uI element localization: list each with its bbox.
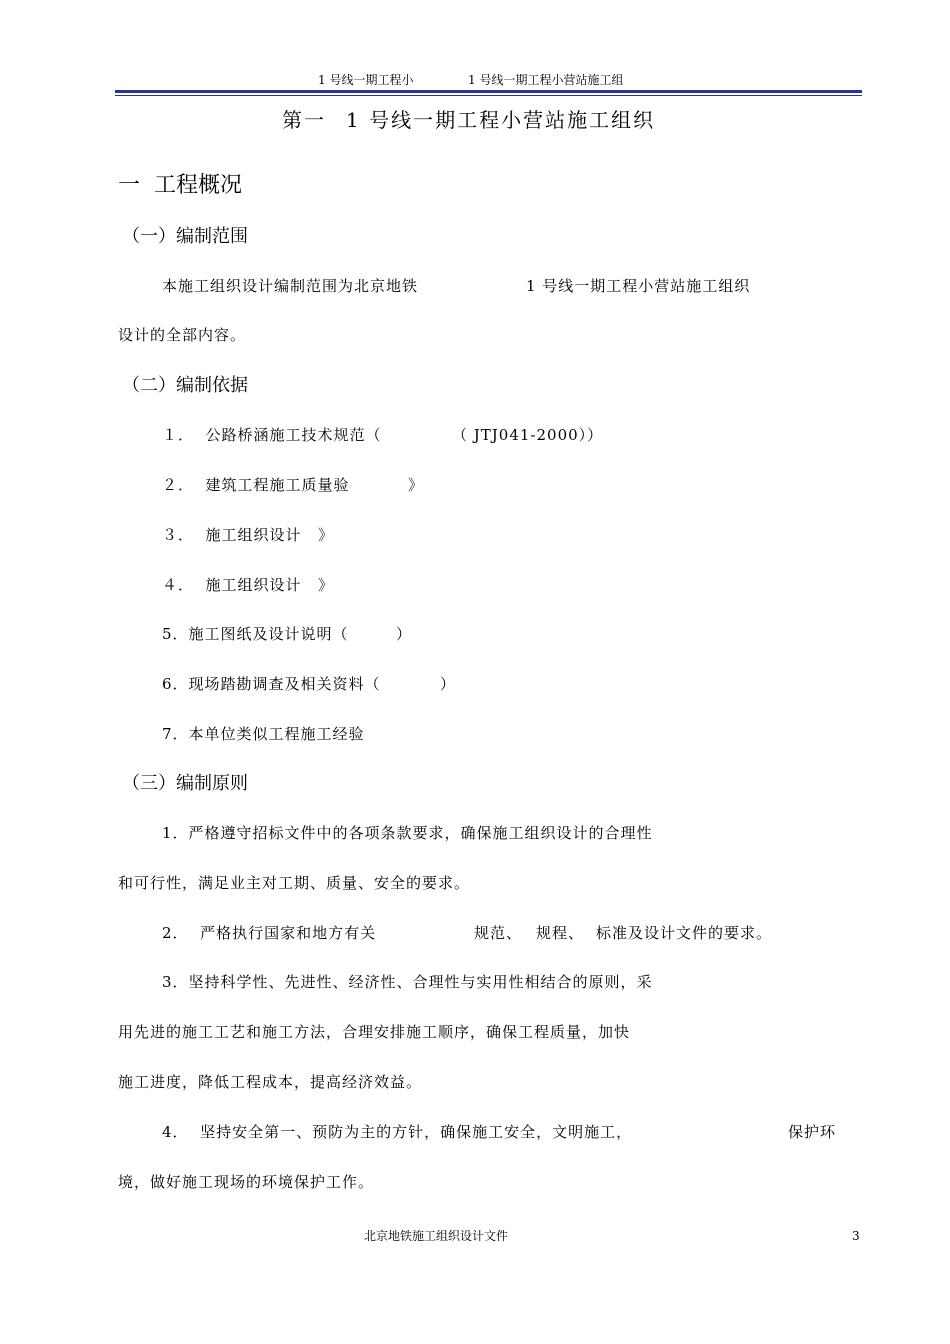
principle-2-part3: 规程、 <box>536 924 585 942</box>
principle-2-part1: 2． 严格执行国家和地方有关 <box>162 924 377 942</box>
principle-3-line3: 施工进度，降低工程成本，提高经济效益。 <box>118 1073 423 1091</box>
scope-text-part1: 本施工组织设计编制范围为北京地铁 <box>162 277 419 295</box>
principle-1-line2: 和可行性，满足业主对工期、质量、安全的要求。 <box>118 874 471 892</box>
running-header-left: 1 号线一期工程小 <box>318 73 422 87</box>
basis-item-3-end: 》 <box>318 526 335 544</box>
page-number: 3 <box>852 1229 860 1243</box>
subsection-heading-scope: （一）编制范围 <box>122 226 248 247</box>
page-title: 1 号线一期工程小营站施工组织 <box>346 108 656 132</box>
principle-4-part1: 4． 坚持安全第一、预防为主的方针，确保施工安全，文明施工， <box>162 1123 633 1141</box>
basis-item-1: １． 公路桥涵施工技术规范（ <box>162 426 382 444</box>
principle-3-line2: 用先进的施工工艺和施工方法，合理安排施工顺序，确保工程质量，加快 <box>118 1023 631 1041</box>
chapter-number: 第一 <box>282 108 326 132</box>
principle-2-part2: 规范、 <box>474 924 523 942</box>
header-rule-thin <box>115 95 862 96</box>
running-header-right: 1 号线一期工程小营站施工组 <box>468 73 624 87</box>
basis-item-2-end: 》 <box>408 476 425 494</box>
basis-item-5: 5．施工图纸及设计说明（ <box>162 625 349 643</box>
footer-title: 北京地铁施工组织设计文件 <box>364 1229 509 1243</box>
basis-item-6-end: ） <box>440 675 457 693</box>
principle-4-line2: 境，做好施工现场的环境保护工作。 <box>118 1173 375 1191</box>
subsection-heading-principles: （三）编制原则 <box>122 773 248 794</box>
principle-3-line1: 3．坚持科学性、先进性、经济性、合理性与实用性相结合的原则，采 <box>162 973 653 991</box>
scope-text-line2: 设计的全部内容。 <box>118 326 247 344</box>
basis-item-1-code: （ JTJ041-2000）） <box>452 426 604 444</box>
scope-text-part2: 1 号线一期工程小营站施工组织 <box>526 277 751 295</box>
basis-item-6: 6．现场踏勘调查及相关资料（ <box>162 675 381 693</box>
basis-item-4-end: 》 <box>318 576 335 594</box>
section-heading: 一 工程概况 <box>118 173 242 198</box>
basis-item-4: ４． 施工组织设计 <box>162 576 302 594</box>
basis-item-2: ２． 建筑工程施工质量验 <box>162 476 350 494</box>
basis-item-7: 7．本单位类似工程施工经验 <box>162 725 365 743</box>
principle-2-part4: 标准及设计文件的要求。 <box>596 924 773 942</box>
principle-1-line1: 1．严格遵守招标文件中的各项条款要求，确保施工组织设计的合理性 <box>162 824 653 842</box>
principle-4-part2: 保护环 <box>788 1123 837 1141</box>
basis-item-5-end: ） <box>396 625 413 643</box>
header-rule-thick <box>115 90 862 93</box>
basis-item-3: ３． 施工组织设计 <box>162 526 302 544</box>
subsection-heading-basis: （二）编制依据 <box>122 375 248 396</box>
